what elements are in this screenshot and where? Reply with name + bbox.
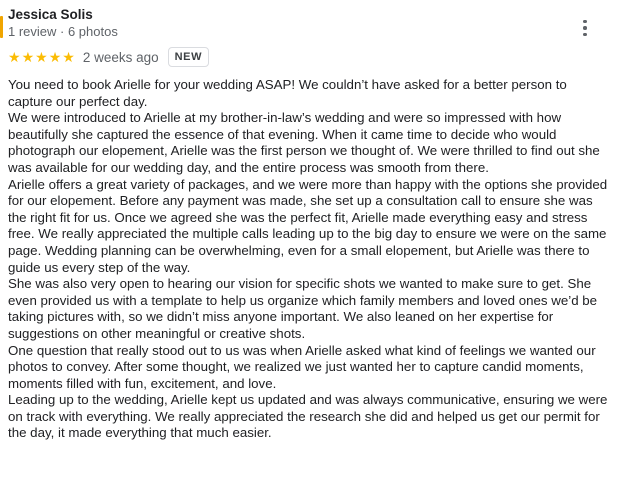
rating-row (8, 46, 209, 68)
review-paragraph: You need to book Arielle for your wedding ASAP! We couldn’t have asked for a better person to capture our perfect day. (8, 77, 567, 109)
author-name[interactable]: Jessica Solis (8, 7, 93, 22)
review-paragraph: She was also very open to hearing our vision for specific shots we wanted to make sure to get. She even provided us with a template to help us organize which family members and loved ones we’d be taking pictures with, so we didn’t miss anyone important. We also leaned on her expertise for suggestions on other meaningful or creative shots. (8, 276, 598, 341)
star-icon: ★ (8, 49, 21, 65)
new-badge: NEW (168, 47, 209, 67)
star-rating (8, 50, 75, 64)
more-vert-icon[interactable] (577, 16, 593, 40)
review-paragraph: One question that really stood out to us was when Arielle asked what kind of feelings we wanted our photos to convey. After some thought, we realized we just wanted her to capture candid moments, moments filled with fun, excitement, and love. (8, 342, 596, 391)
star-icon: ★ (62, 49, 75, 65)
review-paragraph: Leading up to the wedding, Arielle kept us updated and was always communicative, ensuring we were on track with everything. We really appreciated the research she did and helped us get our permit for the day, it made everything that much easier. (8, 392, 608, 441)
star-icon: ★ (21, 49, 35, 65)
review-date: 2 weeks ago (82, 49, 159, 65)
profile-edge-accent (0, 16, 3, 38)
star-icon: ★ (35, 49, 48, 65)
review-text (8, 77, 613, 442)
author-meta: 1 review · 6 photos (8, 24, 118, 39)
star-icon: ★ (48, 49, 62, 65)
review-header (8, 6, 619, 42)
review-paragraph: We were introduced to Arielle at my brother-in-law’s wedding and were so impressed with how beautifully she captured the essence of that evening. When it came time to decide who would photograph our elopement, Arielle was the first person we thought of. We were thrilled to find out she was available for our wedding day, and the entire process was smooth from there. (8, 110, 600, 175)
review-paragraph: Arielle offers a great variety of packages, and we were more than happy with the options she provided for our elopement. Before any payment was made, she set up a consultation call to ensure she was the right fit for us. Once we agreed she was the perfect fit, Arielle made everything easy and stress free. We really appreciated the multiple calls leading up to the big day to ensure we were on the same page. Wedding planning can be overwhelming, even for a small elopement, but Arielle was there to guide us every step of the way. (8, 176, 608, 275)
